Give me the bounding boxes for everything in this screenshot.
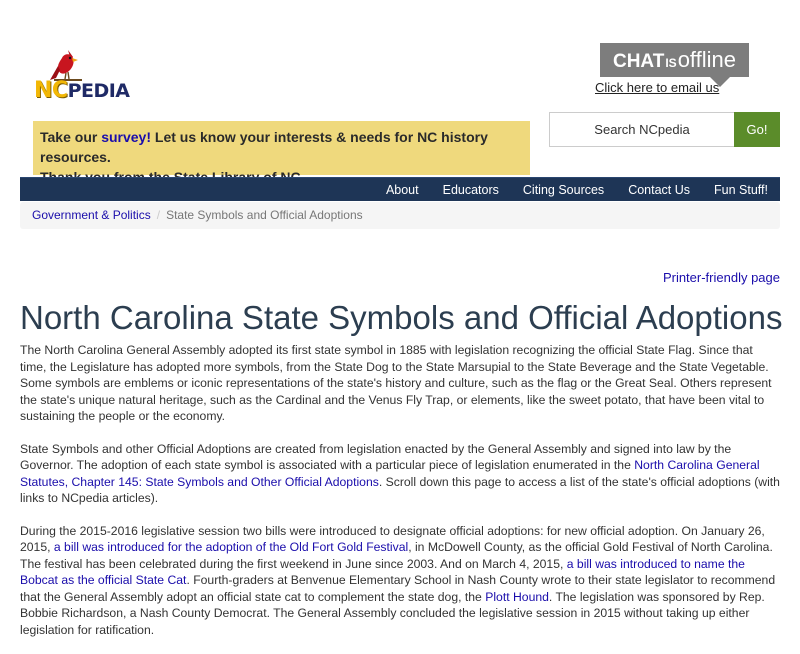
logo-nc: NC [34, 78, 68, 103]
survey-prefix: Take our [40, 129, 102, 145]
ncpedia-logo[interactable] [34, 44, 150, 106]
breadcrumb-current: State Symbols and Official Adoptions [166, 208, 363, 222]
general-statutes-link[interactable]: North Carolina General Statutes, Chapter 145: State Symbols and Other Official Adoptions [20, 458, 760, 489]
nav-citing-sources[interactable]: Citing Sources [522, 183, 605, 197]
search-go-button[interactable]: Go! [734, 112, 780, 147]
breadcrumb-separator: / [156, 208, 161, 222]
nav-about[interactable]: About [385, 183, 419, 197]
p2-text-b: . Scroll down this page to access a list of the state's official adoptions (with links to NCpedia articles). [20, 474, 780, 505]
paragraph-intro: The North Carolina General Assembly adopted its first state symbol in 1885 with legislation recognizing the official State Flag. Since that time, the Legislature has adopted more symbols, from the State Dog to the State Marsupial to the State Beverage and the State Vegetable. Some symbols are emblems or iconic representations of the state's history and culture, such as the flag or the Great Seal. Others represent the state's unique natural heritage, such as the Cardinal and the Venus Fly Trap, or elements, like the sweet potato, that have been vital to sustaining the people or the economy. [20, 343, 772, 423]
p2-text-a: State Symbols and other Official Adoptions are created from legislation enacted by the General Assembly and signed into law by the Governor. The adoption of each state symbol is associated with a particular piece of legislation enumerated in the [20, 441, 732, 472]
email-us-link[interactable]: Click here to email us [595, 80, 720, 95]
nav-items [374, 178, 780, 202]
search-input[interactable] [549, 112, 734, 147]
nav-fun-stuff[interactable]: Fun Stuff! [714, 183, 768, 197]
p3-text-c: . Fourth-graders at Benvenue Elementary School in Nash County wrote to their state legislator to recommend that the General Assembly adopt an official state cat to complement the state dog, the [20, 573, 776, 604]
nav-educators[interactable]: Educators [442, 183, 499, 197]
logo-wordmark [34, 78, 130, 103]
chat-status-badge[interactable] [600, 43, 749, 77]
breadcrumb [20, 202, 780, 229]
logo-pedia: PEDIA [67, 80, 130, 102]
gold-festival-bill-link[interactable]: a bill was introduced for the adoption of the Old Fort Gold Festival [53, 540, 409, 554]
article-body [20, 342, 782, 654]
survey-rest: Let us know your interests & needs for NC history resources. [40, 129, 488, 165]
p3-text-b: , in McDowell County, as the official Gold Festival of North Carolina. The festival has been celebrated during the first weekend in June since 2003. And on March 4, 2015, [20, 540, 773, 571]
nav-contact-us[interactable]: Contact Us [628, 183, 691, 197]
printer-friendly-link[interactable]: Printer-friendly page [662, 270, 780, 285]
bobcat-bill-link[interactable]: a bill was introduced to name the Bobcat as the official State Cat [20, 556, 745, 587]
page-title: North Carolina State Symbols and Official Adoptions [20, 299, 783, 336]
p3-text-d: . The legislation was sponsored by Rep. Bobbie Richardson, a Nash County Democrat. The General Assembly concluded the legislative session in 2015 without taking up either legislation for ratification. [20, 589, 765, 637]
paragraph-legislation [20, 441, 782, 507]
plott-hound-link[interactable]: Plott Hound [485, 589, 549, 604]
survey-banner [33, 121, 530, 175]
chat-label: CHAT [612, 51, 665, 72]
paragraph-session [20, 523, 782, 639]
breadcrumb-parent-link[interactable]: Government & Politics [32, 208, 151, 222]
chat-is-label: IS [665, 56, 677, 70]
chat-status-text: offline [677, 47, 736, 72]
p3-text-a: During the 2015-2016 legislative session two bills were introduced to designate official adoptions: for new official adoption. On January 26, 2015, [20, 523, 765, 554]
main-navbar [20, 177, 780, 201]
survey-link[interactable]: survey! [101, 129, 152, 145]
survey-line-1 [40, 127, 523, 167]
